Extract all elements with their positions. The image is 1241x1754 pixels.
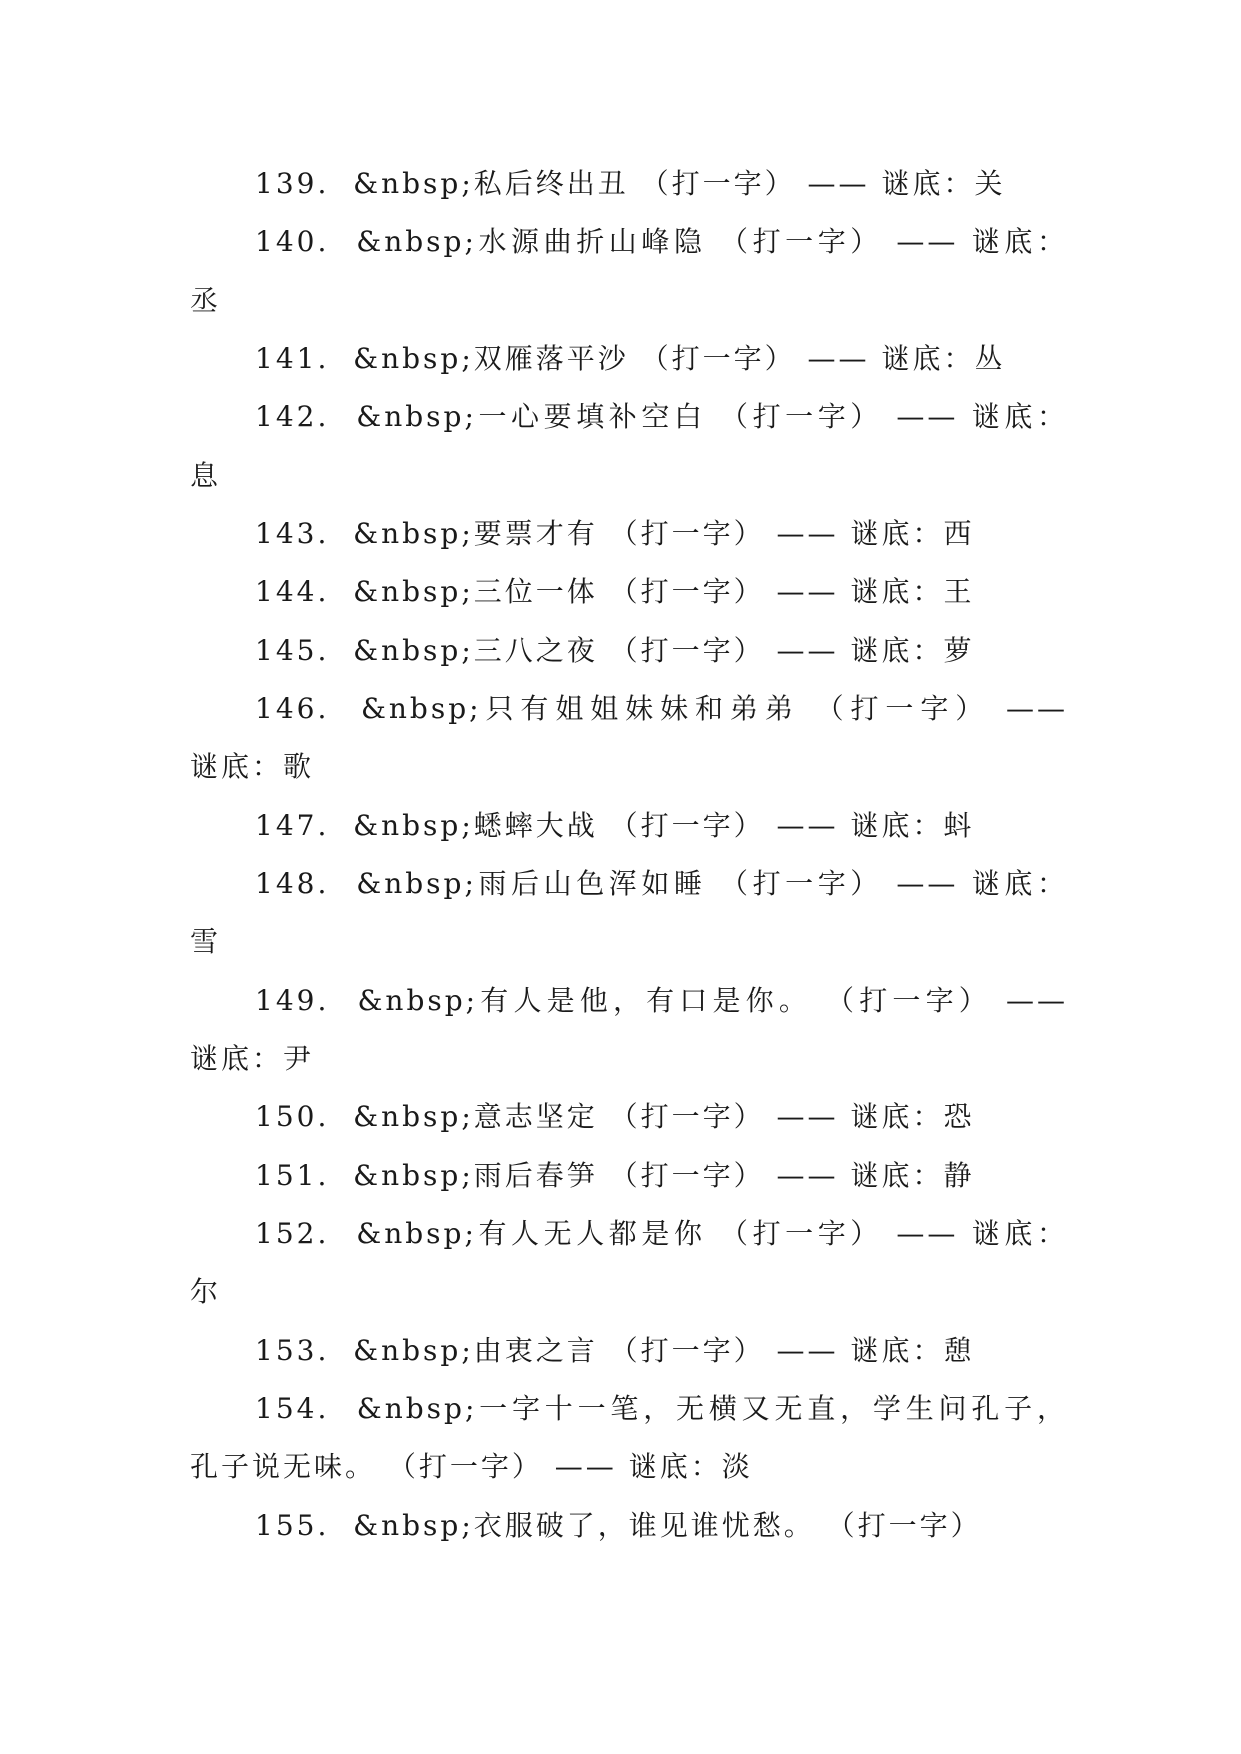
riddle-140-line-1: 140. &nbsp;水源曲折山峰隐 （打一字） —— 谜底： <box>255 225 1068 259</box>
riddle-141-line-1: 141. &nbsp;双雁落平沙 （打一字） —— 谜底：丛 <box>255 341 1006 375</box>
riddle-154-line-2: 孔子说无味。 （打一字） —— 谜底：淡 <box>190 1450 753 1484</box>
riddle-149-line-1: 149. &nbsp;有人是他，有口是你。 （打一字） —— <box>255 983 1068 1017</box>
riddle-143-line-1: 143. &nbsp;要票才有 （打一字） —— 谜底：西 <box>255 516 975 550</box>
riddle-152-line-1: 152. &nbsp;有人无人都是你 （打一字） —— 谜底： <box>255 1216 1068 1250</box>
riddle-148-line-1: 148. &nbsp;雨后山色浑如睡 （打一字） —— 谜底： <box>255 866 1068 900</box>
riddle-151-line-1: 151. &nbsp;雨后春笋 （打一字） —— 谜底：静 <box>255 1158 975 1192</box>
riddle-148-line-2: 雪 <box>190 925 222 959</box>
riddle-155-line-1: 155. &nbsp;衣服破了，谁见谁忧愁。 （打一字） <box>255 1508 982 1542</box>
riddle-154-line-1: 154. &nbsp;一字十一笔，无横又无直，学生问孔子， <box>255 1391 1068 1425</box>
riddle-150-line-1: 150. &nbsp;意志坚定 （打一字） —— 谜底：恐 <box>255 1100 975 1134</box>
riddle-152-line-2: 尔 <box>190 1275 222 1309</box>
riddle-153-line-1: 153. &nbsp;由衷之言 （打一字） —— 谜底：憩 <box>255 1333 975 1367</box>
riddle-140-line-2: 丞 <box>190 283 222 317</box>
riddle-142-line-1: 142. &nbsp;一心要填补空白 （打一字） —— 谜底： <box>255 400 1068 434</box>
riddle-147-line-1: 147. &nbsp;蟋蟀大战 （打一字） —— 谜底：蚪 <box>255 808 975 842</box>
riddle-146-line-2: 谜底：歌 <box>190 750 315 784</box>
riddle-145-line-1: 145. &nbsp;三八之夜 （打一字） —— 谜底：萝 <box>255 633 975 667</box>
riddle-146-line-1: 146. &nbsp;只有姐姐妹妹和弟弟 （打一字） —— <box>255 691 1068 725</box>
riddle-139-line-1: 139. &nbsp;私后终出丑 （打一字） —— 谜底：关 <box>255 167 1006 200</box>
riddle-144-line-1: 144. &nbsp;三位一体 （打一字） —— 谜底：王 <box>255 575 975 609</box>
riddle-142-line-2: 息 <box>190 458 222 492</box>
riddle-149-line-2: 谜底：尹 <box>190 1041 315 1075</box>
riddle-list <box>190 155 1068 1555</box>
